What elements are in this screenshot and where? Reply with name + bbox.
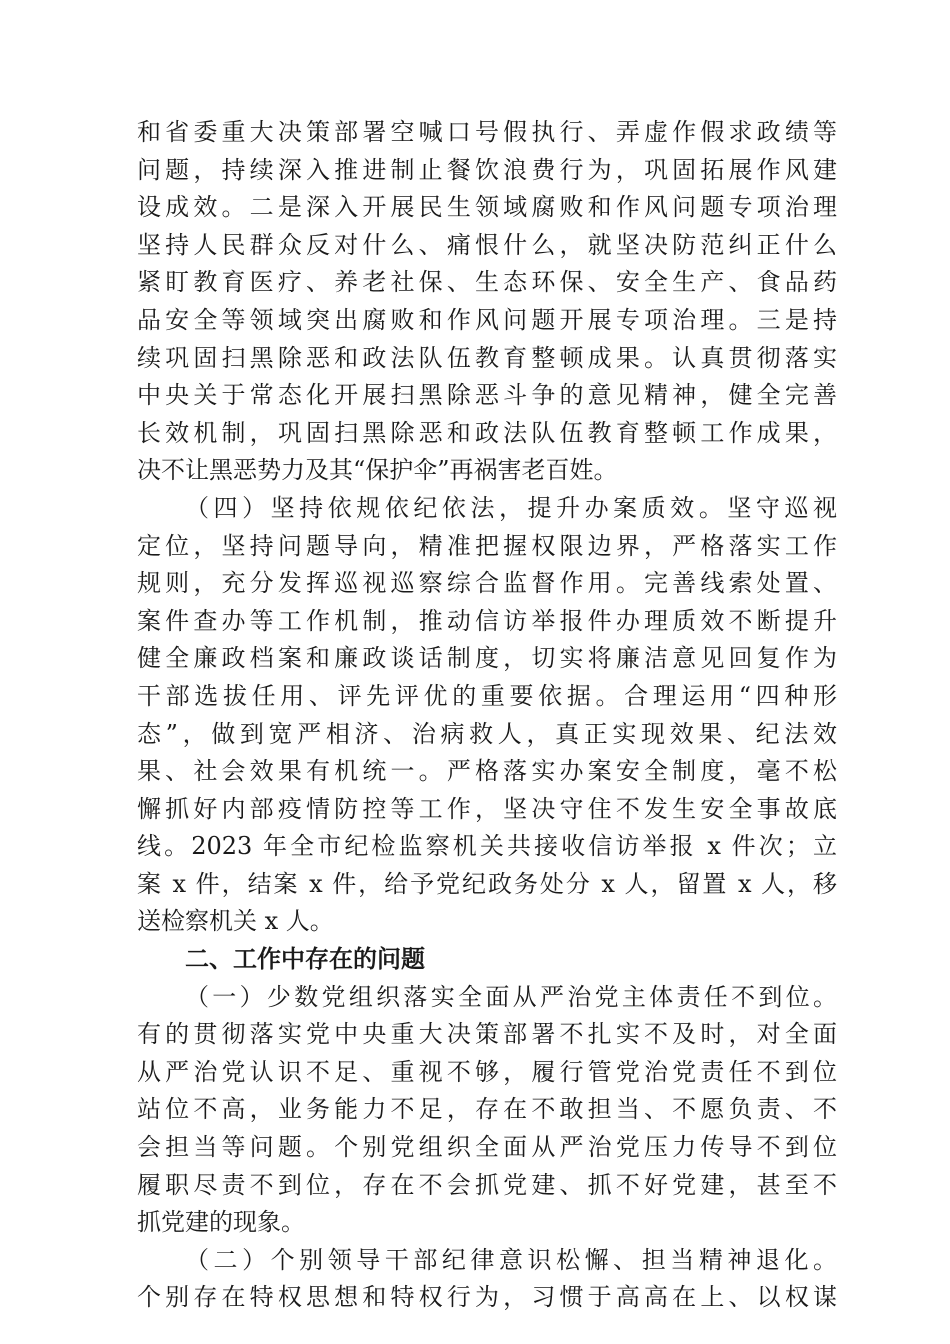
text-line: 品安全等领域突出腐败和作风问题开展专项治理。三是持 [137,305,837,334]
text-line: 决不让黑恶势力及其“保护伞”再祸害老百姓。 [137,456,618,485]
text-line: 问题，持续深入推进制止餐饮浪费行为，巩固拓展作风建 [137,155,837,184]
text-line: 紧盯教育医疗、养老社保、生态环保、安全生产、食品药 [137,268,837,297]
text-line: （一）少数党组织落实全面从严治党主体责任不到位。 [185,982,837,1011]
document-body [137,114,837,1317]
text-line: 规则，充分发挥巡视巡察综合监督作用。完善线索处置、 [137,569,837,598]
section-heading: 二、工作中存在的问题 [185,945,425,974]
text-line: 果、社会效果有机统一。严格落实办案安全制度，毫不松 [137,757,837,786]
text-line: 送检察机关 x 人。 [137,907,334,936]
text-line: 会担当等问题。个别党组织全面从严治党压力传导不到位 [137,1133,837,1162]
text-line: 履职尽责不到位，存在不会抓党建、抓不好党建，甚至不 [137,1170,837,1199]
text-line: 线。2023 年全市纪检监察机关共接收信访举报 x 件次；立 [137,832,837,861]
text-line: 坚持人民群众反对什么、痛恨什么，就坚决防范纠正什么 [137,230,837,259]
text-line: 站位不高，业务能力不足，存在不敢担当、不愿负责、不 [137,1095,837,1124]
text-line: 个别存在特权思想和特权行为，习惯于高高在上、以权谋 [137,1283,837,1312]
text-line: 从严治党认识不足、重视不够，履行管党治党责任不到位 [137,1057,837,1086]
text-line: 定位，坚持问题导向，精准把握权限边界，严格落实工作 [137,531,837,560]
text-line: 长效机制，巩固扫黑除恶和政法队伍教育整顿工作成果， [137,418,837,447]
text-line: （四）坚持依规依纪依法，提升办案质效。坚守巡视 [185,493,837,522]
text-line: 有的贯彻落实党中央重大决策部署不扎实不及时，对全面 [137,1020,837,1049]
text-line: 干部选拔任用、评先评优的重要依据。合理运用“四种形 [137,681,837,710]
text-line: 设成效。二是深入开展民生领域腐败和作风问题专项治理 [137,193,837,222]
text-line: 懈抓好内部疫情防控等工作，坚决守住不发生安全事故底 [137,794,837,823]
text-line: 案 x 件，结案 x 件，给予党纪政务处分 x 人，留置 x 人，移 [137,869,837,898]
text-line: （二）个别领导干部纪律意识松懈、担当精神退化。 [185,1245,837,1274]
text-line: 和省委重大决策部署空喊口号假执行、弄虚作假求政绩等 [137,118,837,146]
text-line: 抓党建的现象。 [137,1208,305,1237]
text-line: 案件查办等工作机制，推动信访举报件办理质效不断提升 [137,606,837,635]
text-line: 中央关于常态化开展扫黑除恶斗争的意见精神，健全完善 [137,381,837,410]
text-line: 续巩固扫黑除恶和政法队伍教育整顿成果。认真贯彻落实 [137,343,837,372]
text-line: 态”，做到宽严相济、治病救人，真正实现效果、纪法效 [137,719,837,748]
text-line: 健全廉政档案和廉政谈话制度，切实将廉洁意见回复作为 [137,644,837,673]
